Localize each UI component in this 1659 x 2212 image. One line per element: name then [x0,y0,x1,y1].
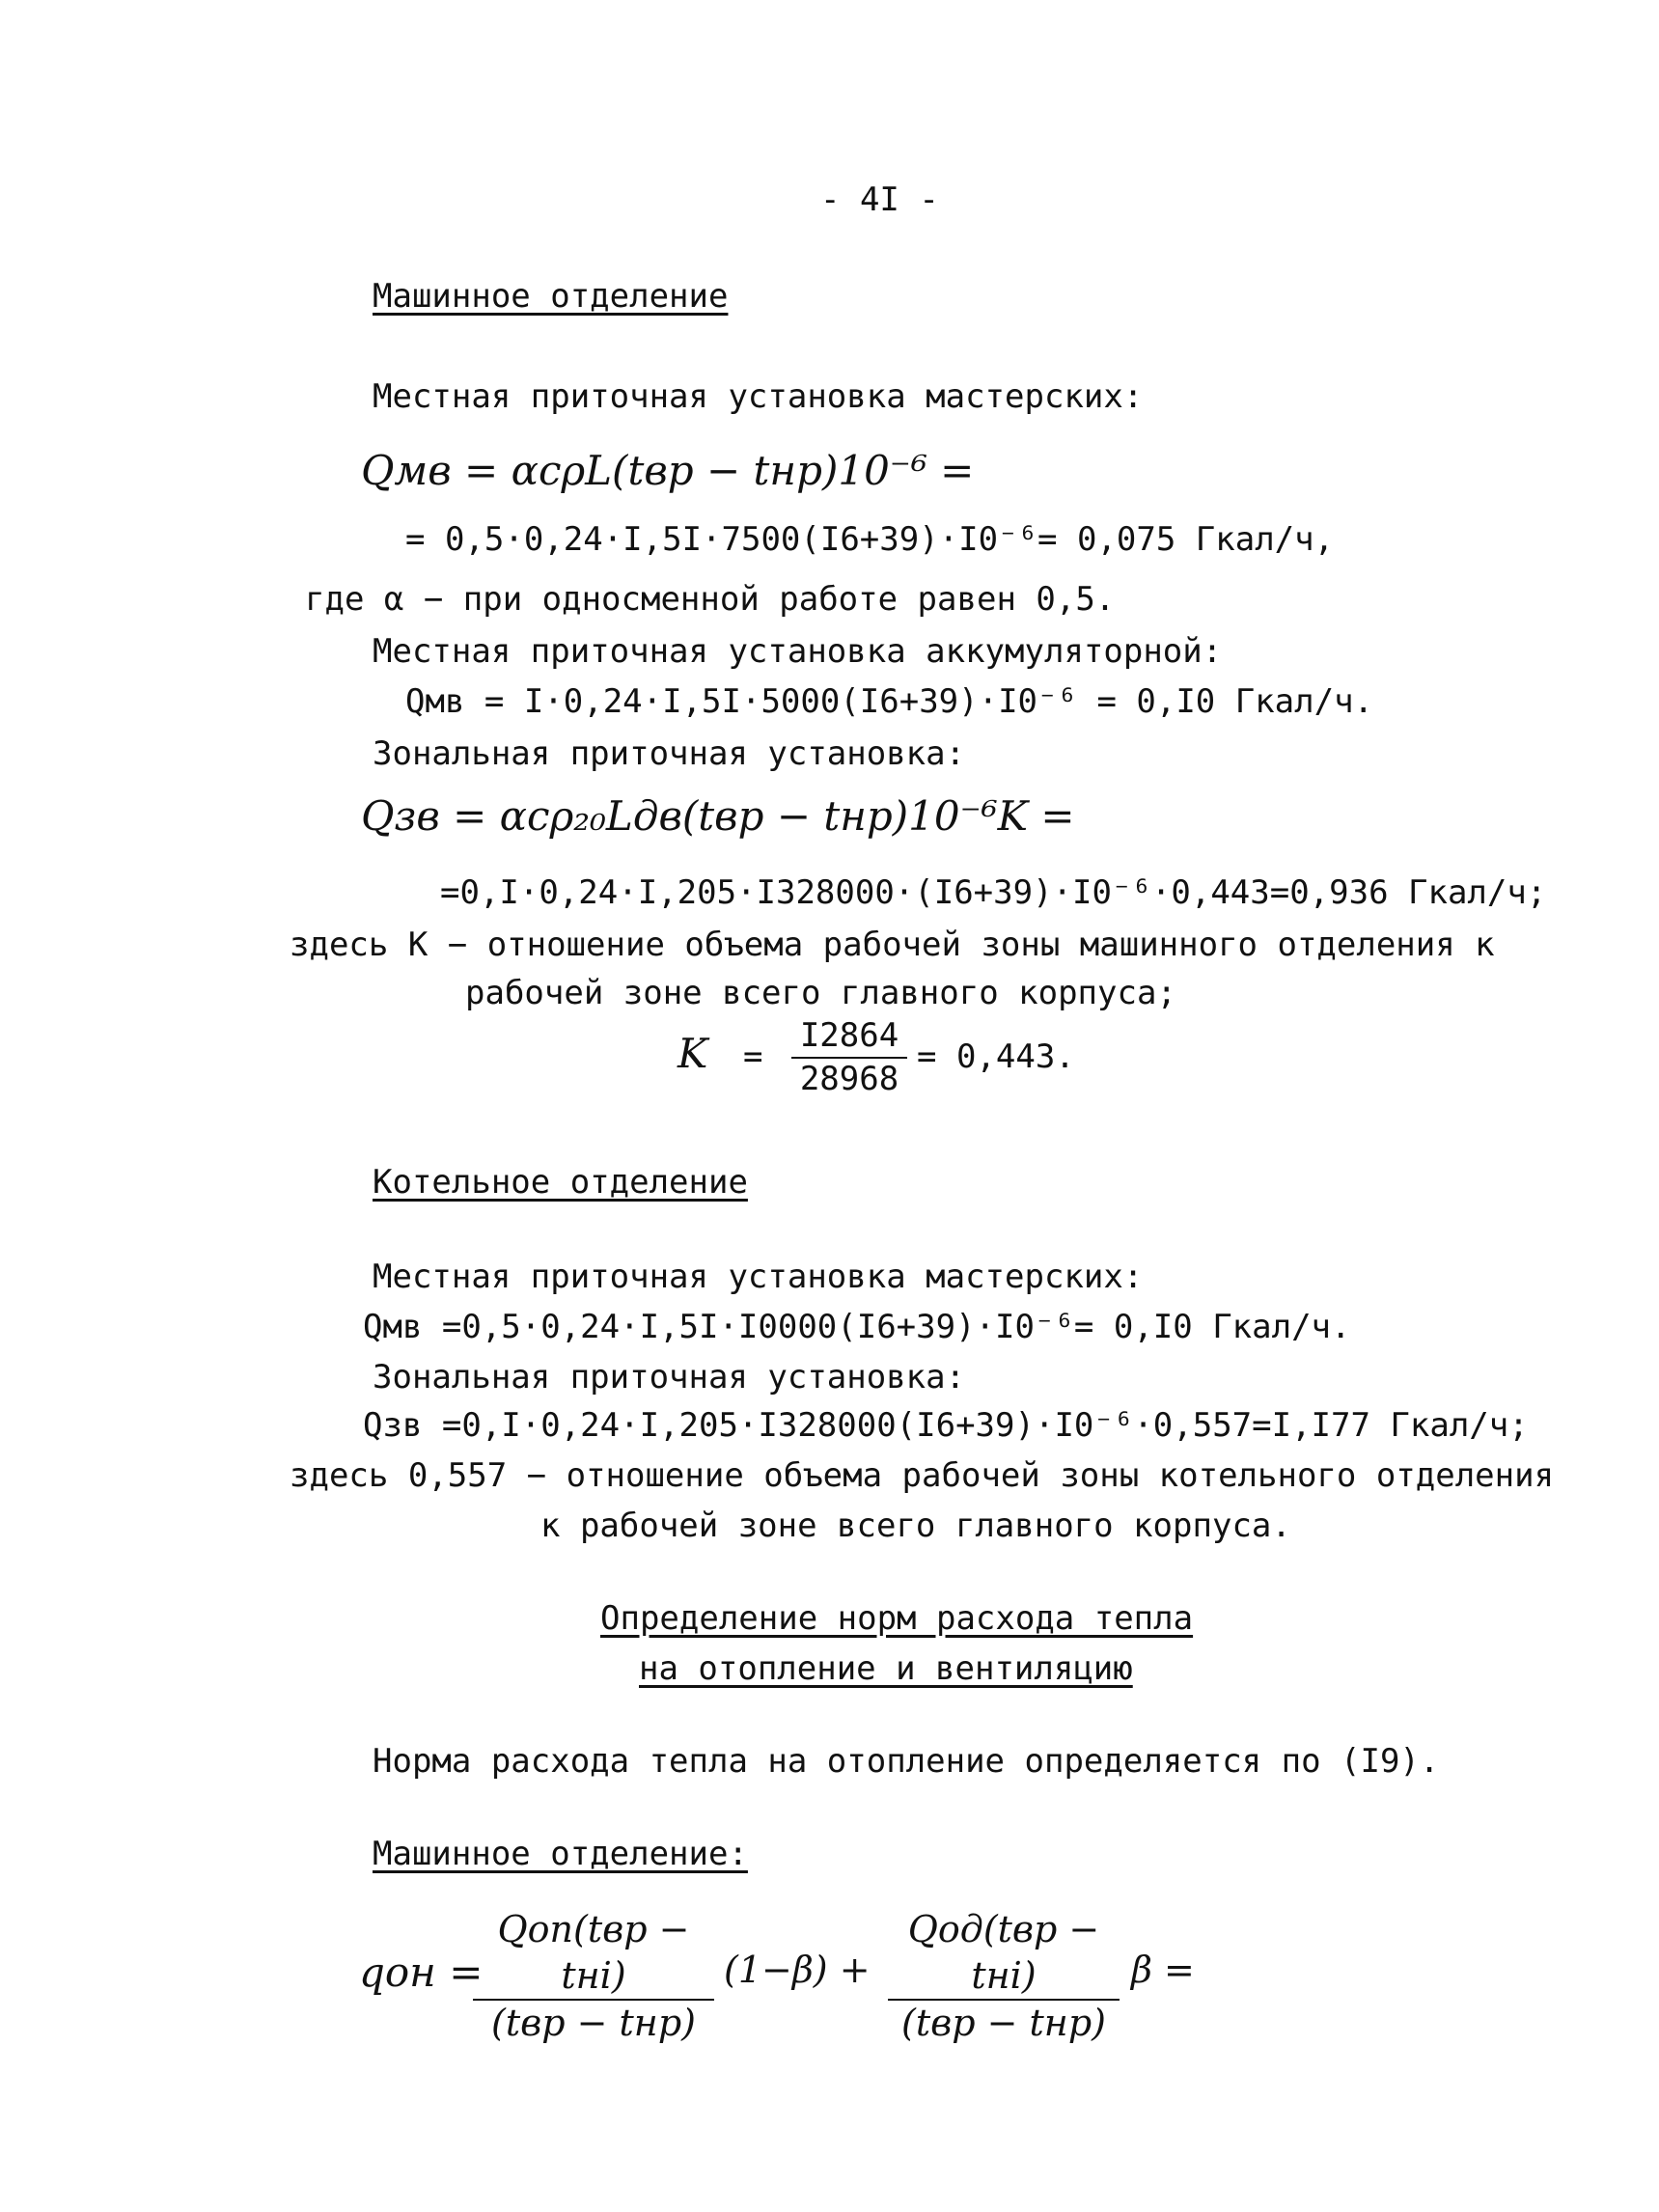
alpha-note: где α − при односменной работе равен 0,5. [305,580,1116,619]
formula-boiler-zonal: Qзв =0,I·0,24·I,205·I328000(I6+39)·I0⁻⁶·0,557=I,I77 Гкал/ч; [363,1406,1529,1445]
k-equals: = [743,1037,763,1076]
formula-norm-middle: (1−β) + [724,1949,871,1991]
k-denominator: 28968 [791,1057,907,1100]
section-heading-boiler-room: Котельное отделение [373,1163,748,1202]
formula-norm-fraction-2 [888,1907,1120,2047]
formula-norm-numerator-1: Qоп(tвр − tнi) [497,1908,690,1997]
formula-local-workshop-calc: = 0,5·0,24·I,5I·7500(I6+39)·I0⁻⁶= 0,075 Гкал/ч, [405,520,1335,559]
battery-supply-label: Местная приточная установка аккумуляторной: [373,632,1223,671]
boiler-note-line-2: к рабочей зоне всего главного корпуса. [540,1507,1291,1545]
workshop-supply-label: Местная приточная установка мастерских: [373,377,1144,416]
boiler-zonal-supply-label: Зональная приточная установка: [373,1358,966,1396]
norm-section-heading-line-2: на отопление и вентиляцию [639,1649,1133,1688]
norm-description: Норма расхода тепла на отопление определяется по (I9). [373,1742,1440,1781]
k-fraction [791,1015,907,1099]
page-number: - 4I - [820,180,939,219]
k-result: = 0,443. [917,1037,1075,1076]
formula-norm-lhs: qон = [359,1949,484,1996]
k-symbol: K [677,1030,708,1077]
norm-section-heading-line-1: Определение норм расхода тепла [600,1599,1194,1638]
boiler-workshop-supply-label: Местная приточная установка мастерских: [373,1258,1144,1296]
formula-boiler-workshop: Qмв =0,5·0,24·I,5I·I0000(I6+39)·I0⁻⁶= 0,I0 Гкал/ч. [363,1308,1351,1346]
section-heading-machine-room-2: Машинное отделение: [373,1835,748,1873]
formula-zonal-symbolic: Qзв = αcρ₂₀Lдв(tвр − tнр)10⁻⁶K = [361,792,1075,840]
formula-norm-denominator-1: (tвр − tнр) [473,1999,714,2047]
k-definition-line-2: рабочей зоне всего главного корпуса; [465,974,1176,1012]
formula-local-workshop-symbolic: Qмв = αcρL(tвр − tнр)10⁻⁶ = [361,447,975,494]
k-numerator: I2864 [799,1016,899,1055]
section-heading-machine-room: Машинное отделение [373,277,729,316]
zonal-supply-label: Зональная приточная установка: [373,734,966,773]
formula-norm-fraction-1 [473,1907,714,2047]
formula-norm-denominator-2: (tвр − tнр) [888,1999,1120,2047]
formula-norm-numerator-2: Qод(tвр − tнi) [907,1908,1100,1997]
k-definition-line-1: здесь K − отношение объема рабочей зоны машинного отделения к [290,926,1495,964]
boiler-note-line-1: здесь 0,557 − отношение объема рабочей зоны котельного отделения [290,1456,1555,1495]
formula-battery: Qмв = I·0,24·I,5I·5000(I6+39)·I0⁻⁶ = 0,I0 Гкал/ч. [405,682,1374,721]
formula-zonal-calc: =0,I·0,24·I,205·I328000·(I6+39)·I0⁻⁶·0,443=0,936 Гкал/ч; [440,873,1547,912]
formula-norm-end: β = [1131,1949,1195,1991]
